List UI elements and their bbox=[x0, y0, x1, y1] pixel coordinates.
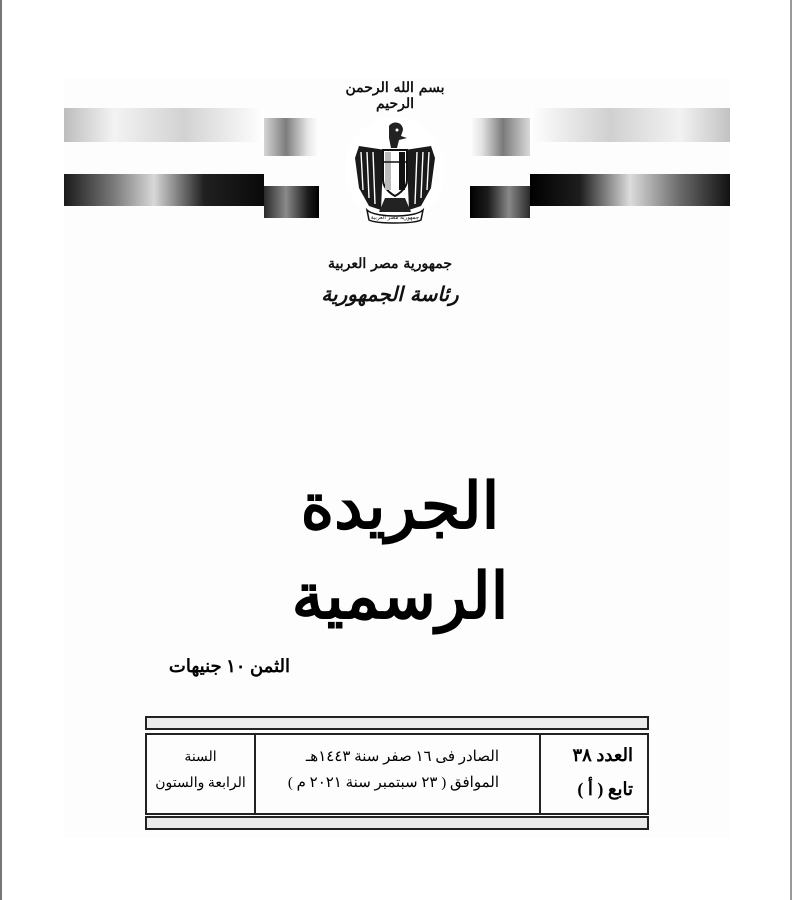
country-name: جمهورية مصر العربية bbox=[328, 256, 452, 272]
issue-date-cell bbox=[254, 735, 539, 813]
price-label: الثمن ١٠ جنيهات bbox=[168, 656, 290, 676]
emblem-scroll-text: جمهورية مصر العربية bbox=[370, 215, 420, 221]
left-frame-line bbox=[0, 0, 2, 900]
top-divider-bar bbox=[145, 716, 649, 730]
eagle-emblem-icon bbox=[345, 118, 445, 224]
year-value: الرابعة والستون bbox=[155, 776, 246, 791]
basmala-calligraphy: بسم الله الرحمن الرحيم bbox=[345, 80, 445, 112]
flag-band-black-right-fold bbox=[470, 186, 530, 218]
presidency-name: رئاسة الجمهورية bbox=[321, 282, 459, 306]
gazette-title: الجريدة الرسمية bbox=[291, 469, 509, 634]
bottom-divider-bar bbox=[145, 816, 649, 830]
issue-year-cell bbox=[147, 735, 254, 813]
flag-band-black-left-fold bbox=[264, 186, 319, 218]
issue-number: العدد ٣٨ bbox=[572, 745, 633, 765]
issue-date-gregorian: الموافق ( ٢٣ سبتمبر سنة ٢٠٢١ م ) bbox=[287, 775, 499, 791]
year-label: السنة bbox=[184, 750, 217, 765]
flag-band-red-right-fold bbox=[470, 118, 530, 156]
flag-band-red-left bbox=[64, 108, 264, 142]
flag-band-red-left-fold bbox=[264, 118, 319, 156]
issue-number-cell bbox=[539, 735, 647, 813]
flag-band-black-right bbox=[530, 174, 730, 206]
flag-band-black-left bbox=[64, 174, 264, 206]
issue-supplement: تابع ( أ ) bbox=[577, 779, 633, 799]
issue-date-hijri: الصادر فى ١٦ صفر سنة ١٤٤٣هـ bbox=[305, 749, 499, 765]
flag-band-red-right bbox=[530, 108, 730, 142]
issue-info-table bbox=[145, 733, 649, 815]
